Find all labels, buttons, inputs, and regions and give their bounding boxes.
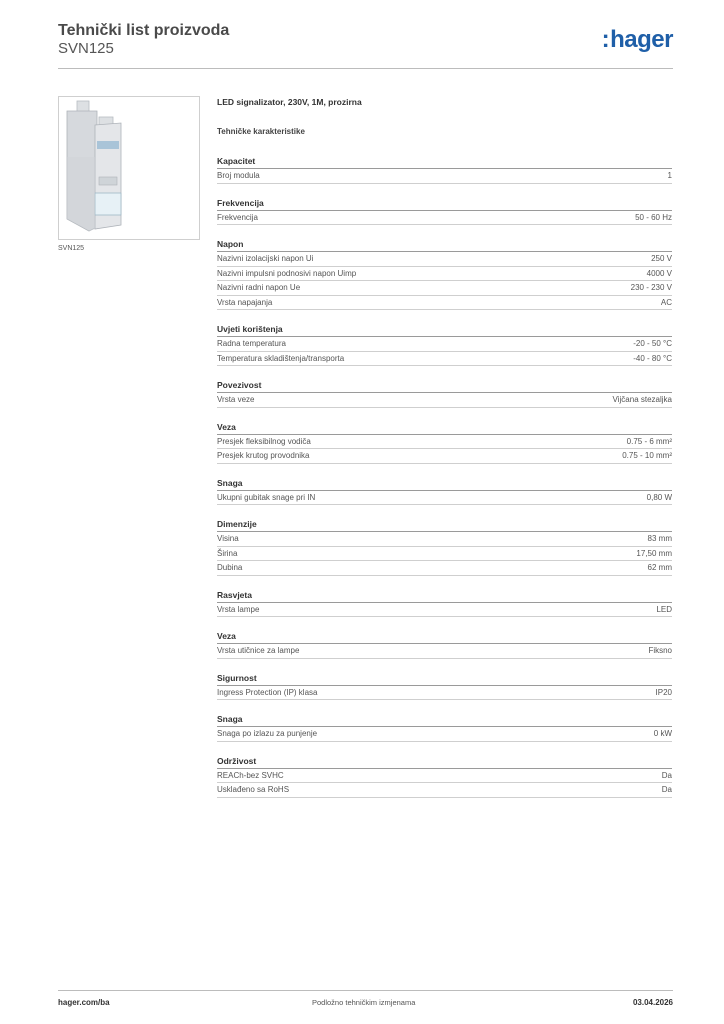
- spec-group: [217, 629, 672, 659]
- spec-label: Presjek fleksibilnog vodiča: [217, 436, 311, 446]
- spec-value: 62 mm: [647, 563, 672, 572]
- spec-label: Nazivni impulsni podnosivi napon Uimp: [217, 268, 357, 278]
- spec-groups: [217, 154, 672, 798]
- spec-row: [217, 169, 672, 184]
- spec-row: [217, 727, 672, 742]
- spec-label: Vrsta utičnice za lampe: [217, 646, 300, 655]
- spec-label: Vrsta veze: [217, 395, 255, 404]
- spec-group: [217, 517, 672, 576]
- spec-group-title: Kapacitet: [217, 154, 672, 169]
- logo-text: hager: [610, 26, 673, 53]
- footer-date: 03.04.2026: [632, 998, 673, 1007]
- spec-value: -20 - 50 °C: [633, 339, 672, 348]
- spec-label: Broj modula: [217, 171, 260, 180]
- footer-divider: [58, 990, 673, 991]
- spec-row: [217, 281, 672, 296]
- spec-value: 83 mm: [647, 534, 672, 543]
- spec-label: Nazivni radni napon Ue: [217, 283, 301, 292]
- spec-label: Dubina: [217, 563, 243, 572]
- spec-value: 0 kW: [653, 729, 672, 738]
- spec-row: [217, 769, 672, 784]
- logo-colon-icon: :: [601, 26, 610, 53]
- spec-value: Vijčana stezaljka: [612, 395, 672, 404]
- spec-value: 1: [667, 171, 672, 180]
- spec-group: [217, 671, 672, 701]
- spec-value: 0.75 - 6 mm²: [626, 436, 672, 446]
- spec-row: [217, 561, 672, 576]
- spec-label: Presjek krutog provodnika: [217, 451, 310, 460]
- spec-sheet: [217, 95, 672, 798]
- spec-value: -40 - 80 °C: [633, 353, 672, 363]
- spec-row: [217, 603, 672, 618]
- spec-label: Nazivni izolacijski napon Ui: [217, 254, 314, 263]
- image-caption: SVN125: [58, 245, 85, 252]
- spec-label: Visina: [217, 534, 239, 543]
- spec-value: 0.75 - 10 mm²: [622, 451, 672, 460]
- header-divider: [58, 68, 673, 69]
- product-description: LED signalizator, 230V, 1M, prozirna: [217, 97, 362, 107]
- spec-group-title: Povezivost: [217, 378, 672, 393]
- spec-row: [217, 296, 672, 311]
- spec-group: [217, 476, 672, 506]
- spec-group-title: Napon: [217, 237, 672, 252]
- spec-group: [217, 378, 672, 408]
- spec-value: 50 - 60 Hz: [635, 212, 672, 222]
- spec-group: [217, 420, 672, 464]
- hager-logo: [602, 26, 673, 54]
- spec-label: Vrsta lampe: [217, 604, 260, 614]
- spec-value: 230 - 230 V: [630, 283, 672, 292]
- spec-label: Frekvencija: [217, 212, 258, 222]
- spec-row: [217, 532, 672, 547]
- spec-row: [217, 252, 672, 267]
- spec-label: Ukupni gubitak snage pri IN: [217, 492, 316, 502]
- spec-value: Fiksno: [648, 646, 672, 655]
- spec-row: [217, 267, 672, 282]
- specs-heading: Tehničke karakteristike: [217, 127, 305, 136]
- spec-group-title: Veza: [217, 420, 672, 435]
- spec-group-title: Frekvencija: [217, 196, 672, 211]
- spec-group-title: Rasvjeta: [217, 588, 672, 603]
- spec-row: [217, 547, 672, 562]
- spec-label: Ingress Protection (IP) klasa: [217, 687, 318, 697]
- spec-value: 250 V: [651, 254, 672, 263]
- spec-value: 4000 V: [646, 268, 672, 278]
- spec-group: [217, 237, 672, 310]
- spec-row: [217, 644, 672, 659]
- product-image: [58, 96, 200, 240]
- spec-row: [217, 435, 672, 450]
- spec-row: [217, 686, 672, 701]
- spec-row: [217, 449, 672, 464]
- spec-row: [217, 783, 672, 798]
- spec-value: LED: [656, 604, 672, 614]
- spec-label: Snaga po izlazu za punjenje: [217, 729, 318, 738]
- spec-row: [217, 211, 672, 226]
- spec-value: Da: [661, 770, 672, 780]
- spec-label: Širina: [217, 548, 238, 558]
- spec-value: IP20: [655, 687, 672, 697]
- spec-group-title: Sigurnost: [217, 671, 672, 686]
- spec-value: AC: [660, 297, 672, 307]
- spec-value: 0,80 W: [646, 492, 672, 502]
- spec-label: Temperatura skladištenja/transporta: [217, 353, 345, 363]
- product-code: SVN125: [58, 40, 114, 57]
- spec-row: [217, 491, 672, 506]
- spec-row: [217, 393, 672, 408]
- page-title: Tehnički list proizvoda: [58, 22, 230, 39]
- spec-group-title: Veza: [217, 629, 672, 644]
- spec-row: [217, 337, 672, 352]
- spec-group: [217, 322, 672, 366]
- spec-group-title: Snaga: [217, 476, 672, 491]
- spec-group: [217, 196, 672, 226]
- spec-label: Radna temperatura: [217, 339, 286, 348]
- spec-label: Usklađeno sa RoHS: [217, 785, 290, 794]
- spec-group: [217, 154, 672, 184]
- spec-group: [217, 712, 672, 742]
- spec-label: REACh-bez SVHC: [217, 770, 284, 780]
- spec-group-title: Uvjeti korištenja: [217, 322, 672, 337]
- spec-group: [217, 588, 672, 618]
- spec-group-title: Dimenzije: [217, 517, 672, 532]
- spec-group: [217, 754, 672, 798]
- footer-website[interactable]: hager.com/ba: [58, 998, 110, 1007]
- spec-label: Vrsta napajanja: [217, 297, 273, 307]
- footer-notice: Podložno tehničkim izmjenama: [312, 998, 416, 1007]
- spec-value: Da: [661, 785, 672, 794]
- spec-group-title: Održivost: [217, 754, 672, 769]
- modular-device-icon: [59, 97, 199, 239]
- spec-row: [217, 352, 672, 367]
- spec-group-title: Snaga: [217, 712, 672, 727]
- spec-value: 17,50 mm: [636, 548, 672, 558]
